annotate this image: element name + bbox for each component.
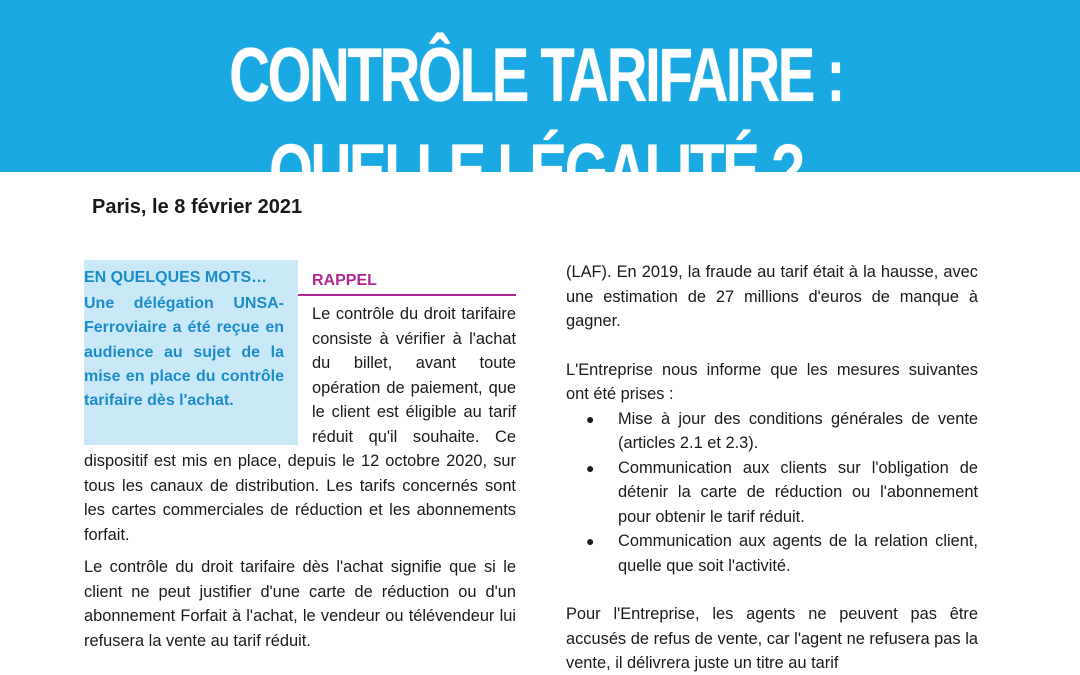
- summary-text: Une délégation UNSA-Ferroviaire a été reçue en audience au sujet de la mise en place du contrôle tarifaire dès l'achat.: [84, 295, 284, 410]
- bullet-icon: ●: [586, 459, 595, 476]
- bullet-icon: ●: [586, 410, 595, 427]
- bullet-icon: ●: [586, 533, 595, 549]
- rappel-heading: RAPPEL: [84, 270, 516, 296]
- list-item: [566, 456, 978, 530]
- fraud-paragraph: (LAF). En 2019, la fraude au tarif était à la hausse, avec une estimation de 27 millions d'euros de manque à gagner.: [566, 263, 978, 330]
- list-item: [566, 407, 978, 456]
- page-title: CONTRÔLE TARIFAIRE : QUELLE LÉGALITÉ ?: [229, 33, 843, 214]
- right-column: [566, 260, 978, 675]
- company-paragraph: Pour l'Entreprise, les agents ne peuvent pas être accusés de refus de vente, car l'agent ne refusera pas la vente, il délivrera juste un titre au tarif: [566, 605, 978, 672]
- list-item-text: Communication aux agents de la relation client, quelle que soit l'activité.: [618, 532, 978, 575]
- summary-title: EN QUELQUES MOTS…: [84, 269, 268, 286]
- left-column: [84, 260, 516, 675]
- summary-box: [84, 260, 298, 445]
- rappel-paragraph-2: Le contrôle du droit tarifaire dès l'achat signifie que si le client ne peut justifier d'une carte de réduction ou d'un abonnement Forfait à l'achat, le vendeur ou télévendeur lui refusera la vente au tarif réduit.: [84, 558, 516, 650]
- list-item-text: Mise à jour des conditions générales de vente (articles 2.1 et 2.3).: [618, 409, 978, 452]
- measures-list: [566, 407, 978, 579]
- list-item-text: Communication aux clients sur l'obligation de détenir la carte de réduction ou l'abonnement pour obtenir le tarif réduit.: [618, 458, 978, 526]
- measures-intro: L'Entreprise nous informe que les mesures suivantes ont été prises :: [566, 360, 978, 403]
- list-item: [566, 529, 978, 578]
- dateline: Paris, le 8 février 2021: [92, 196, 303, 218]
- rappel-paragraph-1: Le contrôle du droit tarifaire consiste à vérifier à l'achat du billet, avant toute opération de paiement, que le client est éligible au tarif réduit qu'il souhaite. Ce dispositif est mis en place, depuis le 12 octobre 2020, sur tous les canaux de distribution. Les tarifs concernés sont les cartes commerciales de réduction et les abonnements forfait.: [84, 305, 516, 544]
